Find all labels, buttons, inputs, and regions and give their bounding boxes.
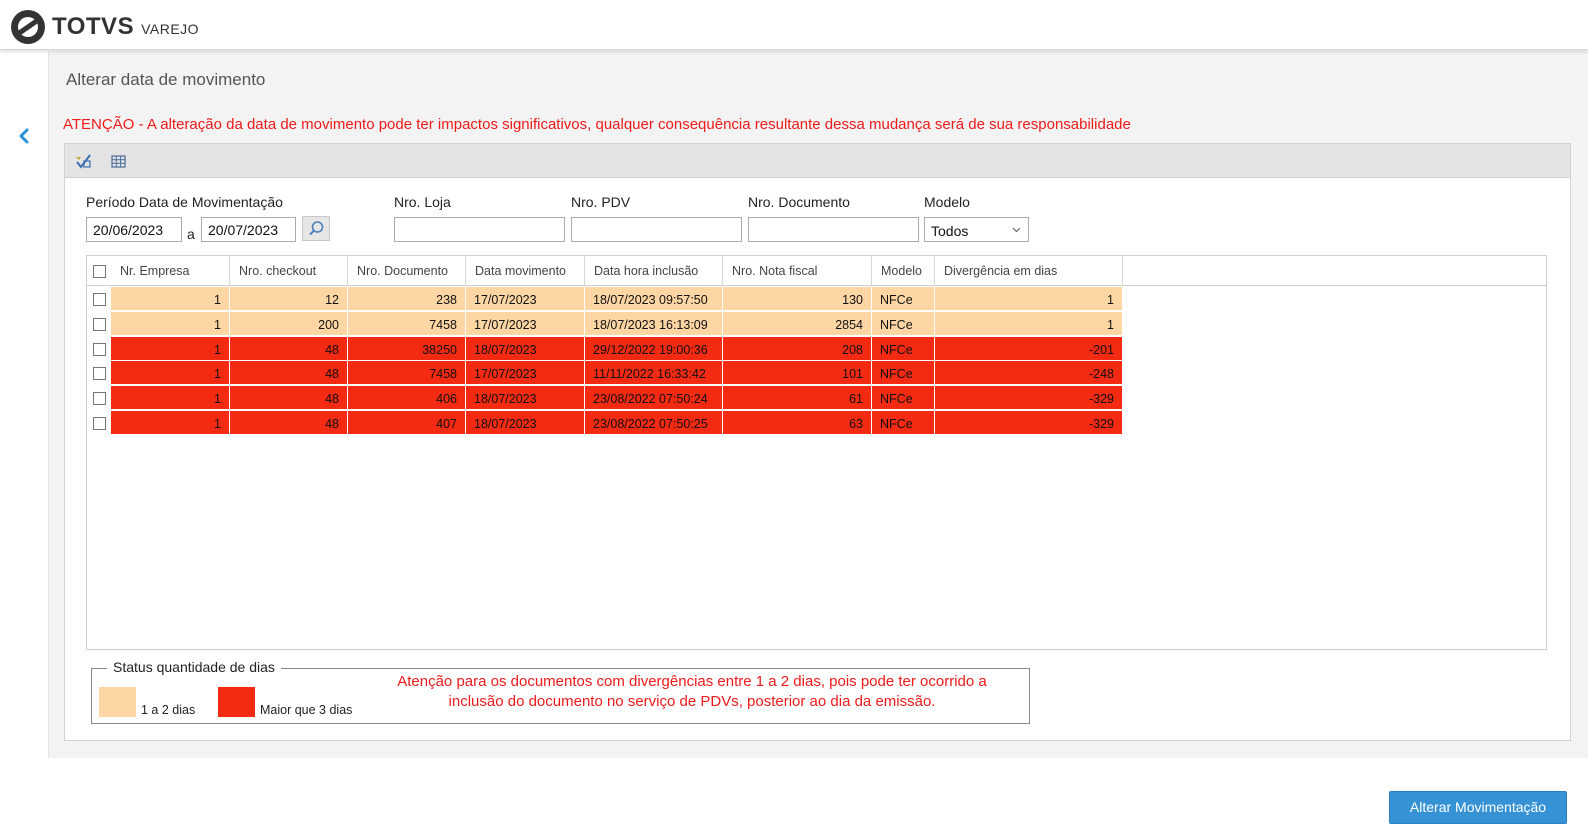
modelo-select[interactable] [924,217,1029,242]
cell-nro-nota-fiscal: 2854 [723,312,872,336]
cell-nro-checkout: 48 [230,386,348,410]
search-button[interactable] [302,216,330,241]
cell-nro-documento: 7458 [348,361,466,385]
row-checkbox[interactable] [93,392,106,405]
cell-nro-nota-fiscal: 63 [723,411,872,435]
col-header-modelo[interactable]: Modelo [872,256,935,286]
cell-data-hora-inclusao: 18/07/2023 16:13:09 [585,312,723,336]
documento-label: Nro. Documento [748,194,850,210]
cell-nro-checkout: 48 [230,411,348,435]
cell-divergencia: 1 [935,287,1123,311]
status-legend [91,659,1030,724]
table-row[interactable] [87,411,1124,436]
legend-label-maior-3-dias: Maior que 3 dias [260,703,353,717]
col-header-nro-checkout[interactable]: Nro. checkout [230,256,348,286]
cell-nr-empresa: 1 [111,361,230,385]
table-row[interactable] [87,361,1124,386]
cell-data-hora-inclusao: 11/11/2022 16:33:42 [585,361,723,385]
movement-grid [86,255,1547,650]
loja-input[interactable] [394,217,565,242]
cell-data-hora-inclusao: 23/08/2022 07:50:24 [585,386,723,410]
cell-data-movimento: 18/07/2023 [466,386,585,410]
row-checkbox[interactable] [93,343,106,356]
cell-divergencia: -248 [935,361,1123,385]
cell-nro-checkout: 48 [230,361,348,385]
date-from-input[interactable] [86,217,182,242]
table-row[interactable] [87,287,1124,312]
cell-modelo: NFCe [872,411,935,435]
cell-modelo: NFCe [872,312,935,336]
brand-name: TOTVS [52,13,135,40]
chevron-down-icon [1012,225,1021,234]
col-header-nro-nota-fiscal[interactable]: Nro. Nota fiscal [723,256,872,286]
cell-nr-empresa: 1 [111,386,230,410]
cell-modelo: NFCe [872,361,935,385]
cell-nr-empresa: 1 [111,411,230,435]
cell-data-hora-inclusao: 18/07/2023 09:57:50 [585,287,723,311]
page-title: Alterar data de movimento [66,70,266,89]
col-header-divergencia[interactable]: Divergência em dias [935,256,1123,286]
totvs-logo-icon [10,9,46,45]
legend-swatch-maior-3-dias [218,687,255,717]
cell-nr-empresa: 1 [111,337,230,361]
cell-nro-documento: 238 [348,287,466,311]
cell-divergencia: -201 [935,337,1123,361]
cell-nr-empresa: 1 [111,312,230,336]
legend-label-1-2-dias: 1 a 2 dias [141,703,196,717]
legend-swatch-1-2-dias [99,687,136,717]
col-header-nr-empresa[interactable]: Nr. Empresa [111,256,230,286]
select-all-checkbox[interactable] [93,265,106,278]
col-header-data-movimento[interactable]: Data movimento [466,256,585,286]
cell-nro-documento: 7458 [348,312,466,336]
cell-modelo: NFCe [872,386,935,410]
left-rail [0,51,49,758]
main-content [49,51,1588,815]
cell-modelo: NFCe [872,337,935,361]
cell-data-movimento: 17/07/2023 [466,287,585,311]
cell-nro-nota-fiscal: 208 [723,337,872,361]
pdv-label: Nro. PDV [571,194,631,210]
modelo-label: Modelo [924,194,970,210]
legend-title: Status quantidade de dias [107,659,281,675]
date-separator: a [187,226,195,242]
table-row[interactable] [87,337,1124,362]
col-header-data-hora-inclusao[interactable]: Data hora inclusão [585,256,723,286]
cell-data-hora-inclusao: 29/12/2022 19:00:36 [585,337,723,361]
top-bar [0,0,1588,50]
cell-nro-documento: 38250 [348,337,466,361]
grid-header [87,256,1546,286]
legend-note-line-1: Atenção para os documentos com divergências entre 1 a 2 dias, pois pode ter ocorrido a [397,673,987,690]
cell-nro-nota-fiscal: 101 [723,361,872,385]
grid-icon[interactable] [110,153,127,170]
row-checkbox[interactable] [93,293,106,306]
filter-panel [64,143,1571,815]
cell-divergencia: -329 [935,411,1123,435]
col-header-nro-documento[interactable]: Nro. Documento [348,256,466,286]
cell-data-movimento: 17/07/2023 [466,312,585,336]
cell-data-hora-inclusao: 23/08/2022 07:50:25 [585,411,723,435]
row-checkbox[interactable] [93,318,106,331]
legend-note-line-2: inclusão do documento no serviço de PDVs, posterior ao dia da emissão. [448,693,936,710]
cell-nro-nota-fiscal: 61 [723,386,872,410]
clear-filter-icon[interactable] [75,153,92,170]
product-name: VAREJO [141,21,200,37]
cell-nro-documento: 406 [348,386,466,410]
documento-input[interactable] [748,217,919,242]
table-row[interactable] [87,386,1124,411]
cell-nro-documento: 407 [348,411,466,435]
table-row[interactable] [87,312,1124,337]
back-chevron-icon[interactable] [16,127,32,145]
cell-data-movimento: 17/07/2023 [466,361,585,385]
cell-divergencia: 1 [935,312,1123,336]
row-checkbox[interactable] [93,367,106,380]
pdv-input[interactable] [571,217,742,242]
search-icon [303,217,329,240]
cell-nro-checkout: 12 [230,287,348,311]
loja-label: Nro. Loja [394,194,451,210]
cell-nro-checkout: 200 [230,312,348,336]
warning-message: ATENÇÃO - A alteração da data de movimento pode ter impactos significativos, qualquer consequência resultante dessa mudança será de sua responsabilidade [63,116,1131,133]
date-to-input[interactable] [201,217,296,242]
panel-toolbar [65,144,1570,178]
cell-nro-checkout: 48 [230,337,348,361]
cell-nro-nota-fiscal: 130 [723,287,872,311]
cell-divergencia: -329 [935,386,1123,410]
logo [10,9,199,45]
period-label: Período Data de Movimentação [86,194,283,210]
alterar-movimentacao-button[interactable]: Alterar Movimentação [1389,791,1567,824]
cell-data-movimento: 18/07/2023 [466,411,585,435]
cell-modelo: NFCe [872,287,935,311]
row-checkbox[interactable] [93,417,106,430]
legend-note [372,672,1012,712]
cell-data-movimento: 18/07/2023 [466,337,585,361]
cell-nr-empresa: 1 [111,287,230,311]
modelo-selected-value: Todos [931,223,969,239]
